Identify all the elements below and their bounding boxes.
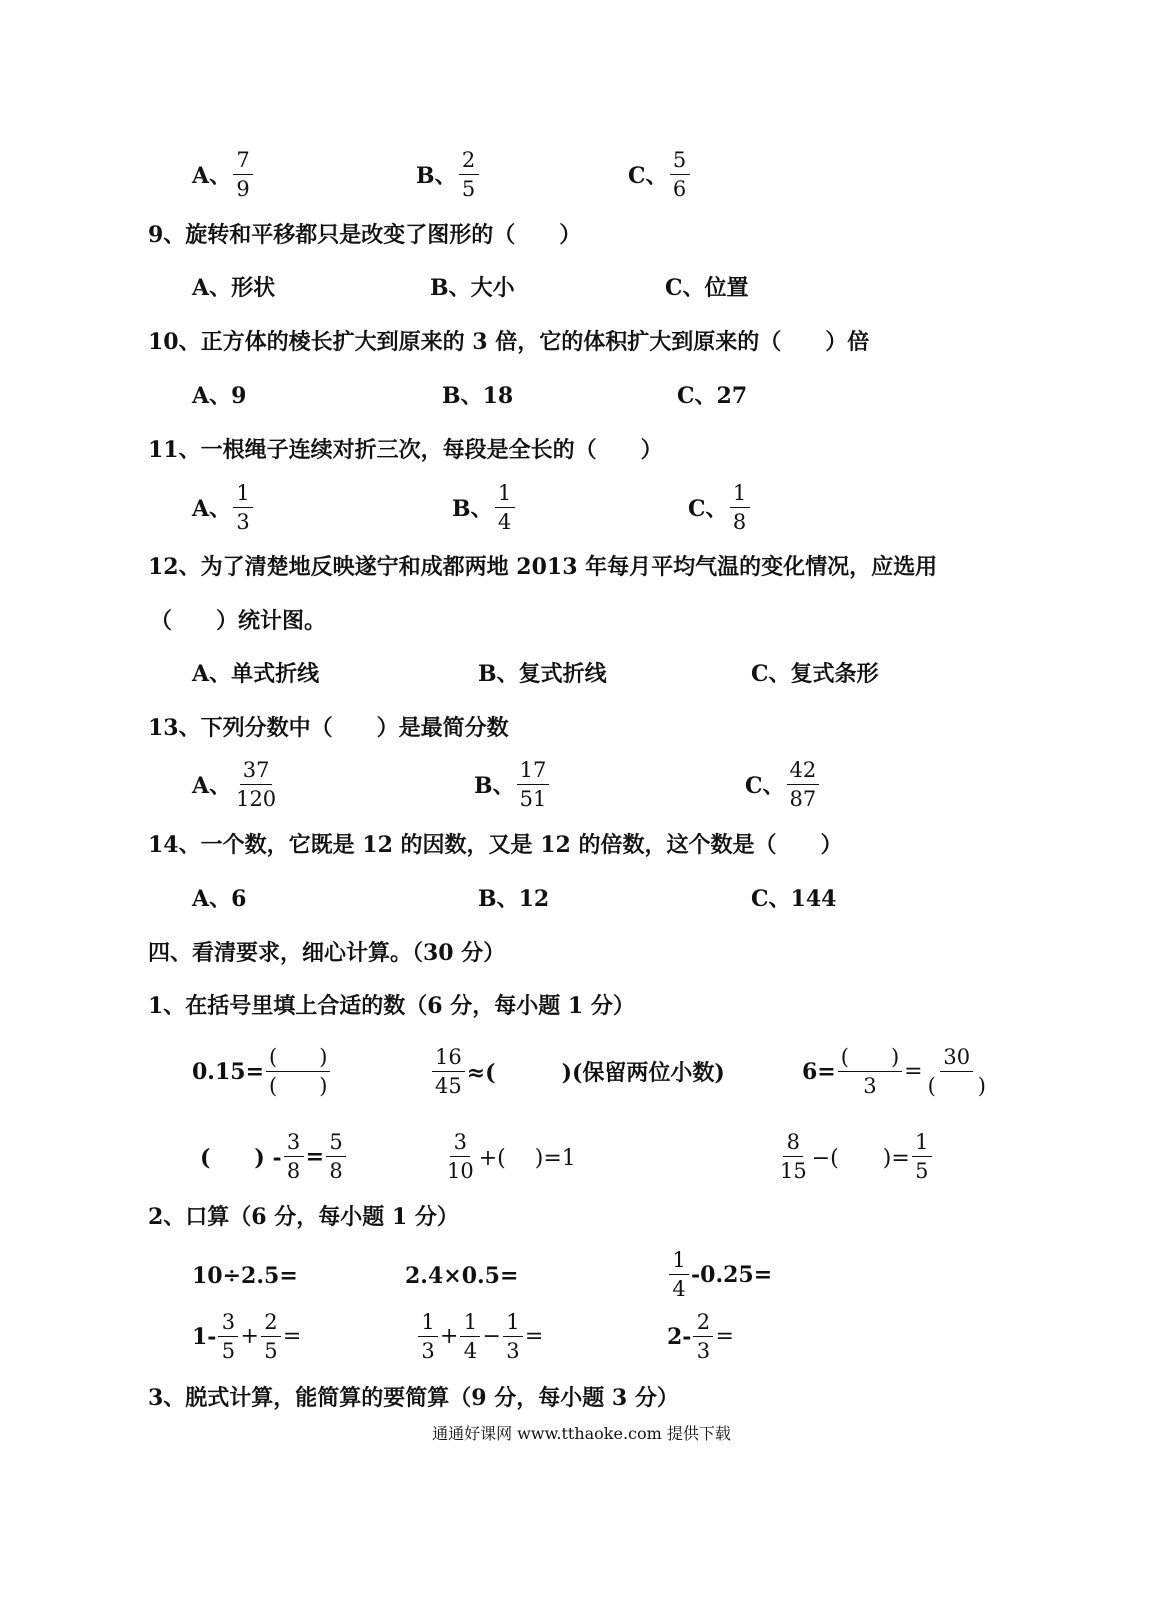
expr-fraction-2 (326, 1130, 346, 1183)
numerator: 2 (459, 148, 479, 175)
numerator: 8 (783, 1130, 803, 1157)
equals-sign: = (305, 1143, 325, 1170)
numerator: 1 (503, 1310, 523, 1337)
denominator: 15 (780, 1159, 807, 1183)
q8-c-fraction (670, 148, 690, 201)
q11-b-label: B、 (452, 496, 493, 522)
denominator: 4 (672, 1277, 686, 1301)
part2-title: 2、口算（6 分，每小题 1 分） (148, 1204, 459, 1230)
expr-fraction (444, 1130, 477, 1183)
part2-expr-4 (192, 1310, 301, 1363)
q13-option-a (192, 758, 281, 811)
part2-expr-5 (416, 1310, 543, 1363)
q11-c-label: C、 (688, 496, 728, 522)
q8-option-b (416, 148, 481, 201)
q11-a-fraction (233, 481, 253, 534)
denominator: 3 (696, 1339, 711, 1363)
numerator: 42 (787, 758, 820, 785)
expr-fraction (838, 1045, 902, 1098)
q11-b-fraction (495, 481, 515, 534)
q8-b-label: B、 (416, 163, 457, 189)
part2-expr-2: 2.4×0.5= (405, 1263, 519, 1289)
expr-prefix: 2- (667, 1323, 692, 1350)
q12-text: 12、为了清楚地反映遂宁和成都两地 2013 年每月平均气温的变化情况，应选用 (148, 554, 938, 580)
expr-prefix: ( ) - (200, 1145, 282, 1171)
expr-fraction (669, 1248, 689, 1301)
numerator: 1 (460, 1310, 480, 1337)
denominator: 8 (329, 1159, 343, 1183)
denominator: 51 (519, 787, 547, 811)
expr-fraction-2 (460, 1310, 480, 1363)
q12-text-continued: （ ）统计图。 (150, 608, 327, 634)
q13-option-c (745, 758, 821, 811)
q14-option-b: B、12 (478, 886, 550, 912)
q11-option-c (688, 481, 752, 534)
denominator: 8 (286, 1159, 301, 1183)
q11-c-fraction (730, 481, 750, 534)
q8-b-fraction (459, 148, 479, 201)
q12-option-c: C、复式条形 (751, 661, 879, 687)
part1-expr-1 (192, 1045, 332, 1098)
expr-suffix: ≈( )(保留两位小数) (466, 1060, 725, 1086)
expr-middle: −( )= (811, 1146, 910, 1171)
numerator: 1 (418, 1310, 438, 1337)
part1-expr-2 (430, 1045, 725, 1098)
page-footer: 通通好课网 www.tthaoke.com 提供下载 (432, 1424, 731, 1443)
numerator: 1 (912, 1130, 932, 1157)
q12-option-b: B、复式折线 (478, 661, 607, 687)
q14-option-c: C、144 (751, 886, 837, 912)
numerator: 37 (240, 758, 273, 785)
numerator: 1 (495, 481, 515, 508)
q11-a-label: A、 (192, 496, 232, 522)
part1-title: 1、在括号里填上合适的数（6 分，每小题 1 分） (148, 993, 635, 1019)
q13-c-label: C、 (745, 773, 785, 799)
q10-option-a: A、9 (192, 383, 247, 409)
numerator: 5 (670, 148, 690, 175)
q13-c-fraction (787, 758, 820, 811)
numerator: 3 (218, 1310, 238, 1337)
q11-option-b (452, 481, 517, 534)
q11-option-a (192, 481, 255, 534)
part1-expr-4 (200, 1130, 348, 1183)
numerator: 1 (730, 481, 750, 508)
q9-option-b: B、大小 (430, 275, 515, 301)
numerator: 5 (326, 1130, 346, 1157)
part1-expr-5 (442, 1130, 576, 1183)
denominator: 87 (789, 787, 817, 811)
minus-sign: − (482, 1324, 501, 1349)
q13-a-fraction (233, 758, 279, 811)
expr-fraction (218, 1310, 238, 1363)
denominator: 9 (236, 177, 250, 201)
numerator: 7 (233, 148, 253, 175)
part3-title: 3、脱式计算，能简算的要简算（9 分，每小题 3 分） (148, 1385, 679, 1411)
numerator: 2 (693, 1310, 713, 1337)
numerator: ( ) (266, 1045, 330, 1072)
numerator: 3 (450, 1130, 470, 1157)
denominator: 5 (461, 177, 476, 201)
expr-fraction (432, 1045, 465, 1098)
numerator: ( ) (838, 1045, 902, 1072)
q9-option-a: A、形状 (192, 275, 276, 301)
q8-c-label: C、 (628, 163, 668, 189)
expr-fraction-2 (925, 1045, 989, 1098)
expr-fraction-3 (503, 1310, 523, 1363)
denominator: 5 (221, 1339, 236, 1363)
equals-sign: = (715, 1324, 734, 1349)
q9-text: 9、旋转和平移都只是改变了图形的（ ） (148, 222, 582, 248)
denominator: 4 (463, 1339, 478, 1363)
equals-sign: = (282, 1324, 302, 1349)
expr-suffix: +( )=1 (478, 1146, 576, 1171)
denominator: 120 (236, 787, 277, 811)
denominator: ( ) (927, 1074, 986, 1098)
expr-fraction (777, 1130, 810, 1183)
q12-option-a: A、单式折线 (192, 661, 320, 687)
denominator: 5 (264, 1339, 278, 1363)
expr-suffix: -0.25= (691, 1261, 773, 1288)
denominator: 45 (435, 1074, 462, 1098)
q10-option-c: C、27 (677, 383, 748, 409)
expr-fraction (693, 1310, 713, 1363)
q13-a-label: A、 (192, 773, 232, 799)
plus-sign: + (240, 1324, 259, 1349)
expr-fraction-2 (261, 1310, 281, 1363)
equals-sign: = (904, 1059, 923, 1084)
denominator: ( ) (269, 1074, 328, 1098)
part1-expr-3 (802, 1045, 991, 1098)
part2-expr-6 (667, 1310, 734, 1363)
numerator: 3 (284, 1130, 304, 1157)
denominator: 3 (863, 1074, 877, 1098)
q10-text: 10、正方体的棱长扩大到原来的 3 倍，它的体积扩大到原来的（ ）倍 (148, 329, 870, 355)
expr-fraction (284, 1130, 304, 1183)
expr-prefix: 1- (192, 1323, 217, 1350)
plus-sign: + (440, 1324, 459, 1349)
numerator: 30 (940, 1045, 973, 1072)
equals-sign: = (524, 1324, 544, 1349)
q11-text: 11、一根绳子连续对折三次，每段是全长的（ ） (148, 437, 663, 463)
denominator: 6 (672, 177, 687, 201)
q9-option-c: C、位置 (665, 275, 749, 301)
numerator: 16 (432, 1045, 465, 1072)
part2-expr-1: 10÷2.5= (192, 1263, 298, 1289)
expr-fraction (418, 1310, 438, 1363)
q13-text: 13、下列分数中（ ）是最简分数 (148, 715, 509, 741)
numerator: 1 (233, 481, 253, 508)
q8-option-c (628, 148, 692, 201)
q13-option-b (474, 758, 551, 811)
denominator: 5 (915, 1159, 929, 1183)
expr-prefix: 0.15= (192, 1058, 265, 1085)
expr-fraction-2 (912, 1130, 932, 1183)
part2-expr-3 (667, 1248, 772, 1301)
q14-option-a: A、6 (192, 886, 247, 912)
q14-text: 14、一个数，它既是 12 的因数，又是 12 的倍数，这个数是（ ） (148, 832, 843, 858)
numerator: 17 (517, 758, 550, 785)
q8-a-fraction (233, 148, 253, 201)
expr-fraction (266, 1045, 330, 1098)
denominator: 3 (506, 1339, 520, 1363)
q8-option-a (192, 148, 255, 201)
numerator: 1 (669, 1248, 689, 1275)
denominator: 8 (732, 510, 747, 534)
expr-prefix: 6= (802, 1058, 836, 1085)
part1-expr-6 (775, 1130, 934, 1183)
denominator: 10 (447, 1159, 474, 1183)
numerator: 2 (261, 1310, 281, 1337)
denominator: 3 (421, 1339, 435, 1363)
q13-b-label: B、 (474, 773, 515, 799)
q10-option-b: B、18 (442, 383, 514, 409)
q13-b-fraction (517, 758, 550, 811)
denominator: 3 (236, 510, 250, 534)
section4-title: 四、看清要求，细心计算。（30 分） (148, 940, 506, 966)
denominator: 4 (497, 510, 512, 534)
q8-a-label: A、 (192, 163, 232, 189)
